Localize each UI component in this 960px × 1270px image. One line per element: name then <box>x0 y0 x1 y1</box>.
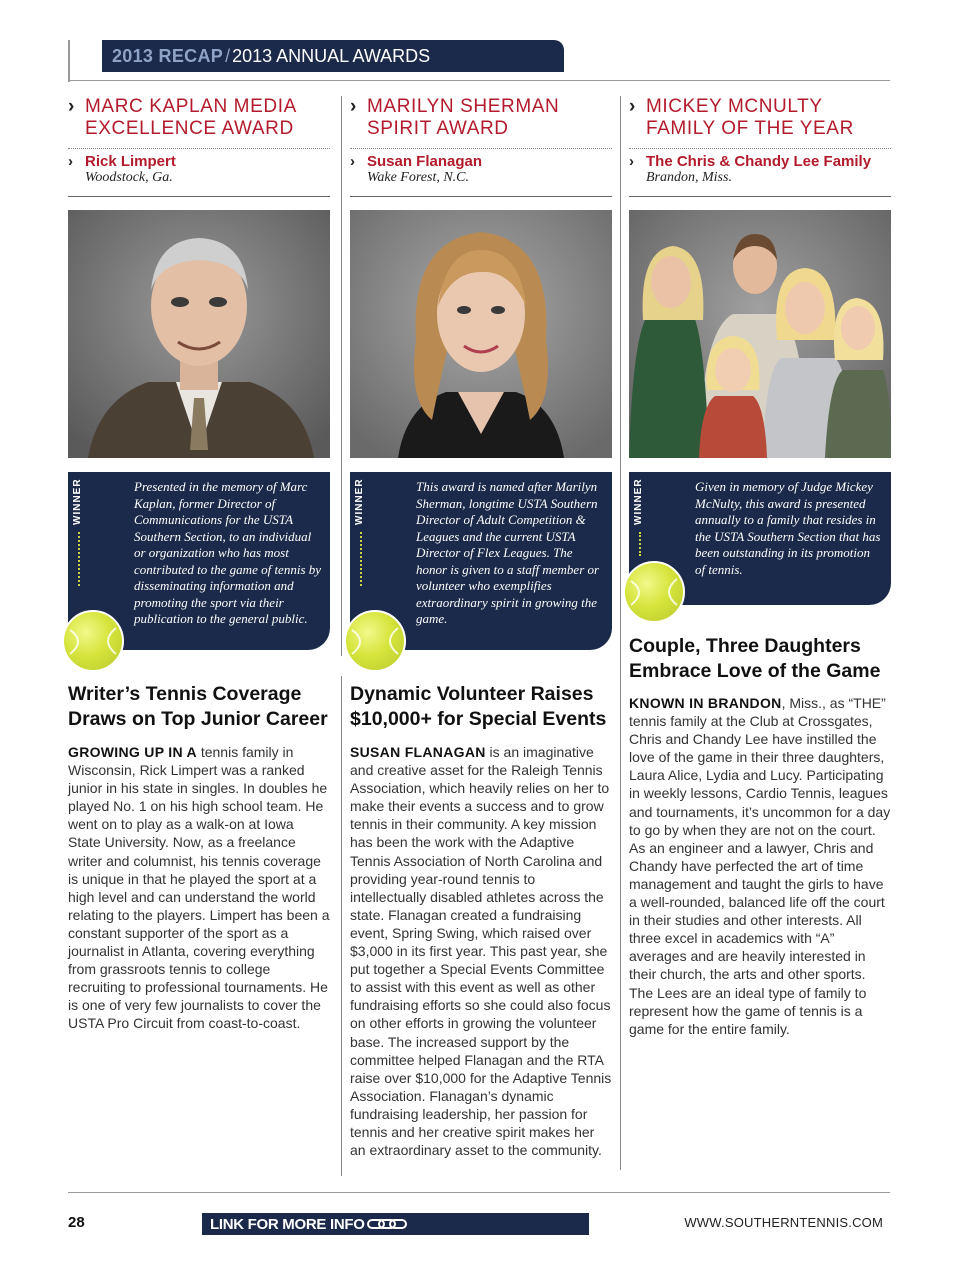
chevron-right-icon: › <box>629 96 636 117</box>
more-info-link[interactable] <box>202 1213 589 1235</box>
winner-name: Rick Limpert <box>85 153 176 170</box>
winner-photo-susan-flanagan <box>350 210 612 458</box>
divider <box>350 196 612 197</box>
award-column-1 <box>68 96 330 197</box>
article-text: , Miss., as “THE” tennis family at the Club at Crossgates, Chris and Chandy Lee have instilled the love of the game in their three daughters, Laura Alice, Lydia and Lucy. Participating in weekly lessons, Cardio Tennis, leagues and tournaments, it’s uncommon for a day to go by when they are not on the court. As an engineer and a lawyer, Chris and Chandy have perfected the art of time management and taught the girls to have a well-rounded, balanced life off the court in their studies and other interests. All three excel in academics with “A” averages and are heavily interested in their church, the arts and other sports. The Lees are an ideal type of family to represent how the game of tennis is a game for the entire family. <box>629 695 891 1037</box>
award-title: MARC KAPLAN MEDIA EXCELLENCE AWARD <box>85 96 296 139</box>
section-label: 2013 RECAP <box>112 45 224 66</box>
page-number: 28 <box>68 1214 85 1231</box>
article-body <box>629 694 891 1038</box>
article-headline: Couple, Three Daughters Embrace Love of the Game <box>629 635 881 682</box>
winner-location: Brandon, Miss. <box>646 170 732 185</box>
section-header <box>102 40 564 72</box>
website-url[interactable]: WWW.SOUTHERNTENNIS.COM <box>684 1215 883 1230</box>
winner-label: WINNER <box>72 478 83 525</box>
winner-photo-lee-family <box>629 210 891 458</box>
winner-name: The Chris & Chandy Lee Family <box>646 153 872 170</box>
chevron-right-icon: › <box>350 96 357 117</box>
column-divider <box>620 96 621 1170</box>
section-separator: / <box>225 45 231 66</box>
dotted-divider <box>78 532 80 586</box>
chevron-right-icon: › <box>68 153 73 170</box>
award-title: MICKEY MCNULTY FAMILY OF THE YEAR <box>646 96 854 139</box>
section-subtitle: 2013 ANNUAL AWARDS <box>232 45 431 66</box>
winner-location: Wake Forest, N.C. <box>367 170 470 185</box>
article-headline: Dynamic Volunteer Raises $10,000+ for Special Events <box>350 683 607 730</box>
winner-photo-rick-limpert <box>68 210 330 458</box>
divider <box>68 196 330 197</box>
article-lead-in: GROWING UP IN A <box>68 744 197 760</box>
header-rule <box>68 80 890 81</box>
more-info-label: LINK FOR MORE INFO <box>210 1215 365 1233</box>
award-title: MARILYN SHERMAN SPIRIT AWARD <box>367 96 560 139</box>
article-lead-in: KNOWN IN BRANDON <box>629 695 782 711</box>
winner-label: WINNER <box>633 478 644 525</box>
dotted-divider <box>68 148 330 149</box>
dotted-divider <box>639 532 641 556</box>
chevron-right-icon: › <box>629 153 634 170</box>
column-divider <box>341 96 342 656</box>
article-lead-in: SUSAN FLANAGAN <box>350 744 486 760</box>
header-rule-vertical <box>68 40 70 82</box>
tennis-ball-icon <box>62 610 124 672</box>
dotted-divider <box>350 148 612 149</box>
award-description: Presented in the memory of Marc Kaplan, former Director of Communications for the USTA Southern Section, to an individual or organization who has most contributed to the game of tennis by disseminating information and promoting the sport via their publication to the general public. <box>134 479 322 626</box>
tennis-ball-icon <box>344 610 406 672</box>
column-divider <box>341 676 342 1176</box>
winner-name: Susan Flanagan <box>367 153 483 170</box>
article-text: tennis family in Wisconsin, Rick Limpert was a ranked junior in his state in singles. In doubles he played No. 1 on his high school team. He went on to play as a walk-on at Iowa State University. Now, as a freelance writer and columnist, his tennis coverage is unique in that he played the sport at a high level and can understand the world relating to the players. Limpert has been a constant supporter of the sport as a journalist in Atlanta, covering everything from grassroots tennis to college recruiting to professional tournaments. He is one of very few journalists to cover the USTA Pro Circuit from coast-to-coast. <box>68 744 330 1032</box>
award-description: Given in memory of Judge Mickey McNulty, this award is presented annually to a family that resides in the USTA Southern Section that has been outstanding in its promotion of tennis. <box>695 479 881 577</box>
chain-link-icon <box>367 1217 407 1231</box>
chevron-right-icon: › <box>350 153 355 170</box>
article-text: is an imaginative and creative asset for the Raleigh Tennis Association, which heavily relies on her to make their events a success and to grow tennis in their community. A key mission has been the work with the Adaptive Tennis Association of North Carolina and providing year-round tennis to intellectually disabled athletes across the state. Flanagan created a fundraising event, Spring Swing, which raised over $3,000 in its first year. This past year, she put together a Special Events Committee to assist with this event as well as other fundraising efforts so she could also focus on other efforts in growing the volunteer base. The increased support by the committee helped Flanagan and the RTA raise over $10,000 for the Adaptive Tennis Association. Flanagan’s dynamic fundraising leadership, her passion for tennis and her creative spirit makes her an extraordinary asset to the community. <box>350 744 612 1159</box>
award-column-3 <box>629 96 891 197</box>
article-headline: Writer’s Tennis Coverage Draws on Top Junior Career <box>68 683 328 730</box>
tennis-ball-icon <box>623 561 685 623</box>
footer-rule <box>68 1192 890 1193</box>
divider <box>629 196 891 197</box>
article-body <box>68 743 330 1033</box>
dotted-divider <box>629 148 891 149</box>
award-column-2 <box>350 96 612 197</box>
winner-label: WINNER <box>354 478 365 525</box>
article-body <box>350 743 612 1159</box>
dotted-divider <box>360 532 362 586</box>
chevron-right-icon: › <box>68 96 75 117</box>
winner-location: Woodstock, Ga. <box>85 170 173 185</box>
award-description: This award is named after Marilyn Sherman, longtime USTA Southern Director of Adult Competition & Leagues and the current USTA Director of Flex Leagues. The honor is given to a staff member or volunteer who exemplifies extraordinary spirit in growing the game. <box>416 479 600 626</box>
